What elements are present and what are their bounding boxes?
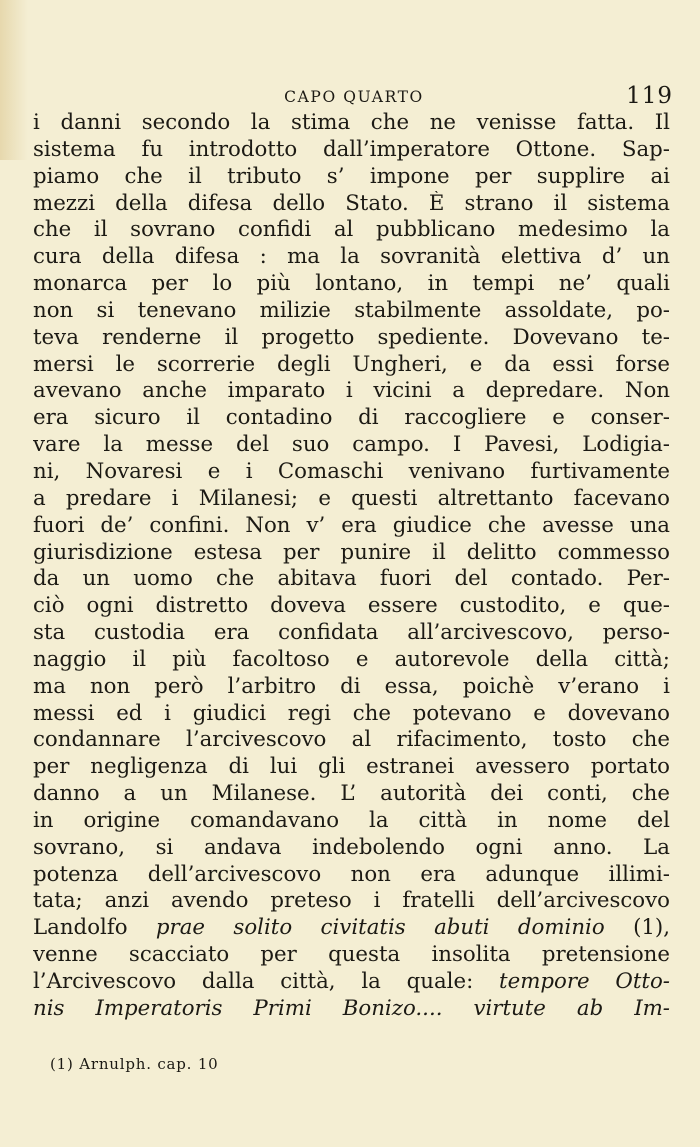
text-line <box>33 432 670 459</box>
running-head: CAPO QUARTO <box>284 88 424 106</box>
text-line <box>33 459 670 486</box>
text-line <box>33 754 670 781</box>
text-segment: i danni secondo la stima che ne venisse fatta. Il <box>33 110 670 135</box>
text-line <box>33 191 670 218</box>
text-line <box>33 217 670 244</box>
text-line <box>33 405 670 432</box>
text-line <box>33 620 670 647</box>
text-line <box>33 996 670 1023</box>
text-segment: era sicuro il contadino di raccogliere e conser- <box>33 405 670 431</box>
text-line <box>33 566 670 593</box>
text-segment: tata; anzi avendo preteso i fratelli dell’arcivescovo <box>33 888 670 914</box>
text-segment: ciò ogni distretto doveva essere custodito, e que- <box>33 593 670 619</box>
italic-segment: tempore Otto- <box>499 969 670 994</box>
text-segment: per negligenza di lui gli estranei avessero portato <box>33 754 670 780</box>
text-segment: vare la messe del suo campo. I Pavesi, Lodigia- <box>33 432 670 458</box>
text-line <box>33 325 670 352</box>
text-segment: piamo che il tributo s’ impone per supplire ai <box>33 163 670 189</box>
page-edge-stain <box>0 0 28 160</box>
text-line <box>33 647 670 674</box>
text-line <box>33 808 670 835</box>
text-segment: da un uomo che abitava fuori del contado. Per- <box>33 566 670 592</box>
text-segment: giurisdizione estesa per punire il delitto commesso <box>33 539 670 565</box>
text-segment: messi ed i giudici regi che potevano e dovevano <box>33 700 670 726</box>
text-segment: teva renderne il progetto spediente. Dovevano te- <box>33 324 670 350</box>
text-segment: condannare l’arcivescovo al rifacimento, tosto che <box>33 727 670 753</box>
text-line <box>33 835 670 862</box>
text-segment: mezzi della difesa dello Stato. È strano il sistema <box>33 190 670 216</box>
page-header <box>33 83 675 110</box>
italic-segment: nis Imperatoris Primi Bonizo.... virtute ab Im- <box>33 995 670 1021</box>
text-segment: potenza dell’arcivescovo non era adunque illimi- <box>33 861 670 887</box>
text-line <box>33 593 670 620</box>
text-line <box>33 298 670 325</box>
text-segment: monarca per lo più lontano, in tempi ne’ quali <box>33 271 670 297</box>
text-segment: sta custodia era confidata all’arcivescovo, perso- <box>33 620 670 646</box>
text-segment: cura della difesa : ma la sovranità elettiva d’ un <box>33 244 670 270</box>
text-line <box>33 888 670 915</box>
text-line <box>33 352 670 379</box>
text-segment: l’Arcivescovo dalla città, la quale: <box>33 969 500 994</box>
text-line <box>33 781 670 808</box>
text-segment: venne scacciato per questa insolita pretensione <box>33 942 670 968</box>
text-segment: (1), <box>604 915 670 941</box>
text-line <box>33 942 670 969</box>
text-line <box>33 701 670 728</box>
text-line <box>33 271 670 298</box>
text-line <box>33 513 670 540</box>
text-line <box>33 486 670 513</box>
text-line <box>33 378 670 405</box>
text-segment: mersi le scorrerie degli Ungheri, e da essi forse <box>33 351 670 377</box>
text-segment: sovrano, si andava indebolendo ogni anno. La <box>33 834 670 860</box>
text-line <box>33 164 670 191</box>
text-segment: che il sovrano confidi al pubblicano medesimo la <box>33 217 670 243</box>
text-line <box>33 137 670 164</box>
text-segment: sistema fu introdotto dall’imperatore Ottone. Sap- <box>33 136 670 162</box>
text-segment: naggio il più facoltoso e autorevole della città; <box>33 646 670 672</box>
text-line <box>33 110 670 137</box>
text-segment: non si tenevano milizie stabilmente assoldate, po- <box>33 297 670 323</box>
text-line <box>33 915 670 942</box>
text-segment: avevano anche imparato i vicini a depredare. Non <box>33 378 670 404</box>
text-segment: fuori de’ confini. Non v’ era giudice che avesse una <box>33 512 670 538</box>
text-segment: ni, Novaresi e i Comaschi venivano furtivamente <box>33 458 670 484</box>
text-line <box>33 727 670 754</box>
text-line <box>33 862 670 889</box>
text-segment: Landolfo <box>33 915 156 941</box>
italic-segment: prae solito civitatis abuti dominio <box>155 915 605 941</box>
text-line <box>33 969 670 996</box>
footnote: (1) Arnulph. cap. 10 <box>50 1055 219 1073</box>
text-segment: danno a un Milanese. L’ autorità dei conti, che <box>33 781 670 807</box>
page-number: 119 <box>626 83 673 109</box>
text-line <box>33 244 670 271</box>
text-segment: in origine comandavano la città in nome del <box>33 807 670 833</box>
text-segment: ma non però l’arbitro di essa, poichè v’erano i <box>33 673 670 699</box>
text-line <box>33 674 670 701</box>
text-line <box>33 540 670 567</box>
body-text <box>33 110 670 1023</box>
text-segment: a predare i Milanesi; e questi altrettanto facevano <box>33 485 670 511</box>
